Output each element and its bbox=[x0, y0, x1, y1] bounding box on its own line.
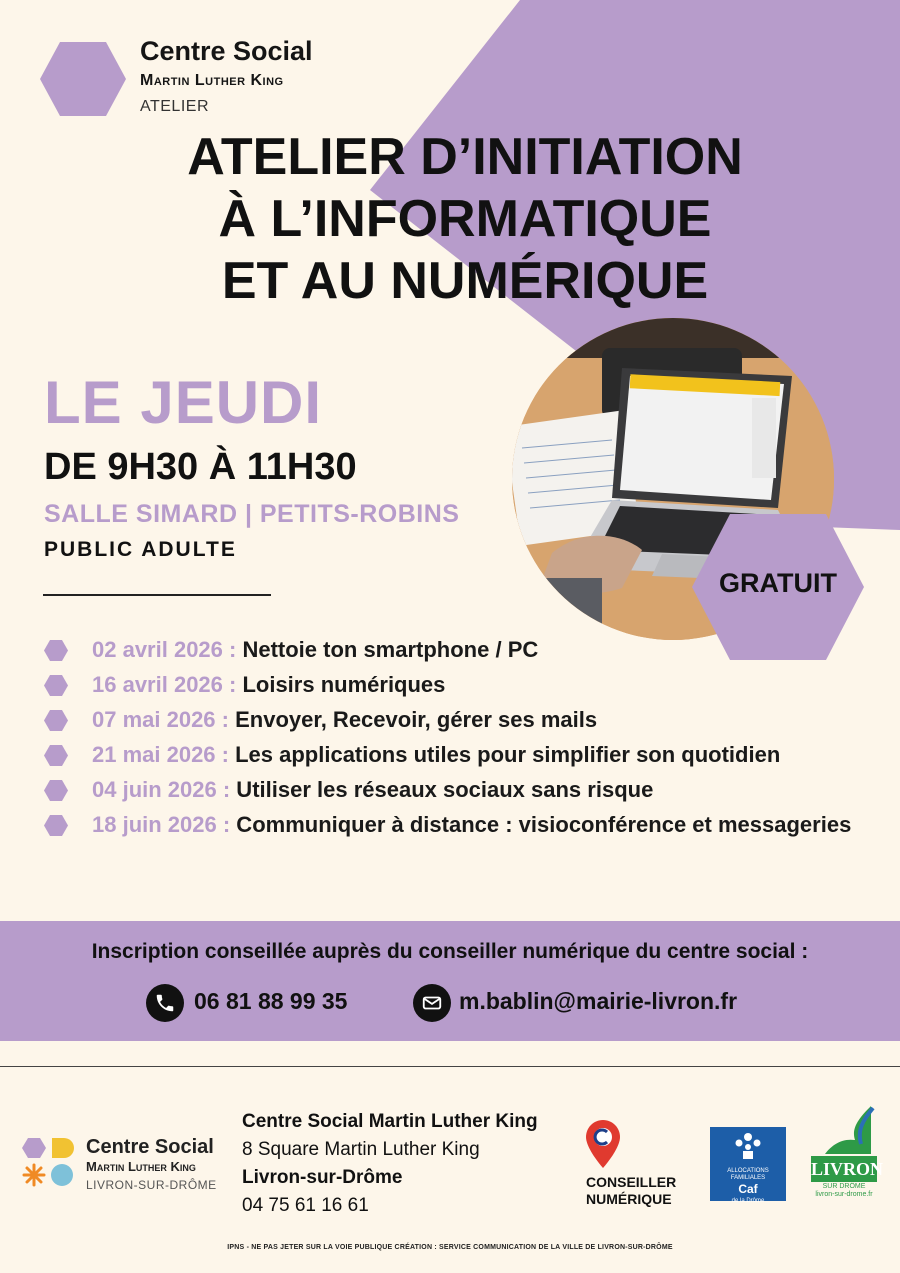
conseiller-label-2: NUMÉRIQUE bbox=[586, 1191, 672, 1207]
centre-social-logo-icon bbox=[22, 1135, 82, 1195]
footer-org-subtitle: Martin Luther King bbox=[86, 1159, 196, 1174]
hexagon-logo-icon bbox=[40, 42, 126, 116]
divider bbox=[43, 594, 271, 596]
price-badge: GRATUIT bbox=[719, 568, 837, 598]
session-topic: Nettoie ton smartphone / PC bbox=[236, 637, 539, 662]
session-date: 21 mai 2026 : bbox=[92, 742, 229, 767]
livron-subtitle: SUR DRÔME bbox=[822, 1183, 866, 1190]
event-hours: DE 9H30 À 11H30 bbox=[44, 446, 357, 488]
session-date: 16 avril 2026 : bbox=[92, 672, 237, 697]
registration-band bbox=[0, 921, 900, 1041]
hexagon-bullet-icon bbox=[44, 710, 68, 731]
session-list bbox=[44, 632, 866, 842]
address-city: Livron-sur-Drôme bbox=[242, 1167, 403, 1188]
list-item bbox=[44, 667, 866, 702]
caf-logo bbox=[710, 1127, 786, 1204]
page-title bbox=[60, 126, 870, 312]
address-street: 8 Square Martin Luther King bbox=[242, 1139, 480, 1160]
caf-family-icon bbox=[731, 1131, 765, 1161]
phone-number-link[interactable]: 06 81 88 99 35 bbox=[194, 988, 348, 1014]
mail-glyph bbox=[421, 992, 443, 1014]
legal-notice: IPNS - NE PAS JETER SUR LA VOIE PUBLIQUE CRÉATION : SERVICE COMMUNICATION DE LA VILLE DE LIVRON-SUR-DRÔME bbox=[227, 1244, 673, 1251]
livron-wave-icon bbox=[811, 1104, 877, 1156]
livron-sub bbox=[811, 1183, 877, 1199]
livron-logo bbox=[811, 1104, 884, 1202]
list-item bbox=[44, 807, 866, 842]
location-pin-icon bbox=[586, 1120, 620, 1168]
session-topic: Envoyer, Recevoir, gérer ses mails bbox=[228, 707, 598, 732]
email-link[interactable]: m.bablin@mairie-livron.fr bbox=[459, 988, 738, 1014]
title-line-2: À L’INFORMATIQUE bbox=[218, 190, 712, 248]
org-subtitle: Martin Luther King bbox=[140, 72, 284, 89]
hexagon-bullet-icon bbox=[44, 640, 68, 661]
address-phone: 04 75 61 16 61 bbox=[242, 1195, 369, 1216]
session-date: 18 juin 2026 : bbox=[92, 812, 231, 837]
mail-icon[interactable] bbox=[413, 984, 451, 1022]
hexagon-bullet-icon bbox=[44, 780, 68, 801]
org-name: Centre Social bbox=[140, 36, 313, 66]
phone-glyph bbox=[154, 992, 176, 1014]
session-topic: Utiliser les réseaux sociaux sans risque bbox=[230, 777, 654, 802]
conseiller-label-1: CONSEILLER bbox=[586, 1174, 677, 1190]
registration-text: Inscription conseillée auprès du conseiller numérique du centre social : bbox=[91, 940, 809, 963]
livron-url: livron-sur-drome.fr bbox=[815, 1191, 873, 1198]
address-block bbox=[242, 1108, 538, 1220]
footer-org-city: LIVRON-SUR-DRÔME bbox=[86, 1178, 217, 1192]
org-tagline: ATELIER bbox=[140, 98, 209, 115]
caf-name: Caf bbox=[738, 1182, 758, 1196]
list-item bbox=[44, 737, 866, 772]
event-place: SALLE SIMARD | PETITS-ROBINS bbox=[44, 500, 460, 528]
title-line-3: ET AU NUMÉRIQUE bbox=[221, 252, 709, 310]
footer-org-name: Centre Social bbox=[86, 1136, 214, 1158]
title-line-1: ATELIER D’INITIATION bbox=[187, 128, 743, 186]
list-item bbox=[44, 702, 866, 737]
session-date: 07 mai 2026 : bbox=[92, 707, 229, 732]
caf-region: de la Drôme bbox=[731, 1198, 765, 1204]
event-audience: PUBLIC ADULTE bbox=[44, 538, 237, 561]
livron-name: LIVRON bbox=[811, 1156, 877, 1182]
phone-icon[interactable] bbox=[146, 984, 184, 1022]
list-item bbox=[44, 632, 866, 667]
address-name: Centre Social Martin Luther King bbox=[242, 1111, 538, 1132]
caf-small-text: ALLOCATIONS FAMILIALES bbox=[727, 1168, 769, 1181]
hexagon-bullet-icon bbox=[44, 815, 68, 836]
session-topic: Les applications utiles pour simplifier son quotidien bbox=[228, 742, 781, 767]
session-topic: Loisirs numériques bbox=[236, 672, 446, 697]
conseiller-numerique-logo bbox=[586, 1120, 686, 1207]
event-day: LE JEUDI bbox=[44, 369, 323, 436]
hexagon-bullet-icon bbox=[44, 745, 68, 766]
session-date: 04 juin 2026 : bbox=[92, 777, 231, 802]
hexagon-bullet-icon bbox=[44, 675, 68, 696]
list-item bbox=[44, 772, 866, 807]
session-date: 02 avril 2026 : bbox=[92, 637, 237, 662]
session-topic: Communiquer à distance : visioconférence et messageries bbox=[230, 812, 852, 837]
footer-divider bbox=[0, 1066, 900, 1067]
